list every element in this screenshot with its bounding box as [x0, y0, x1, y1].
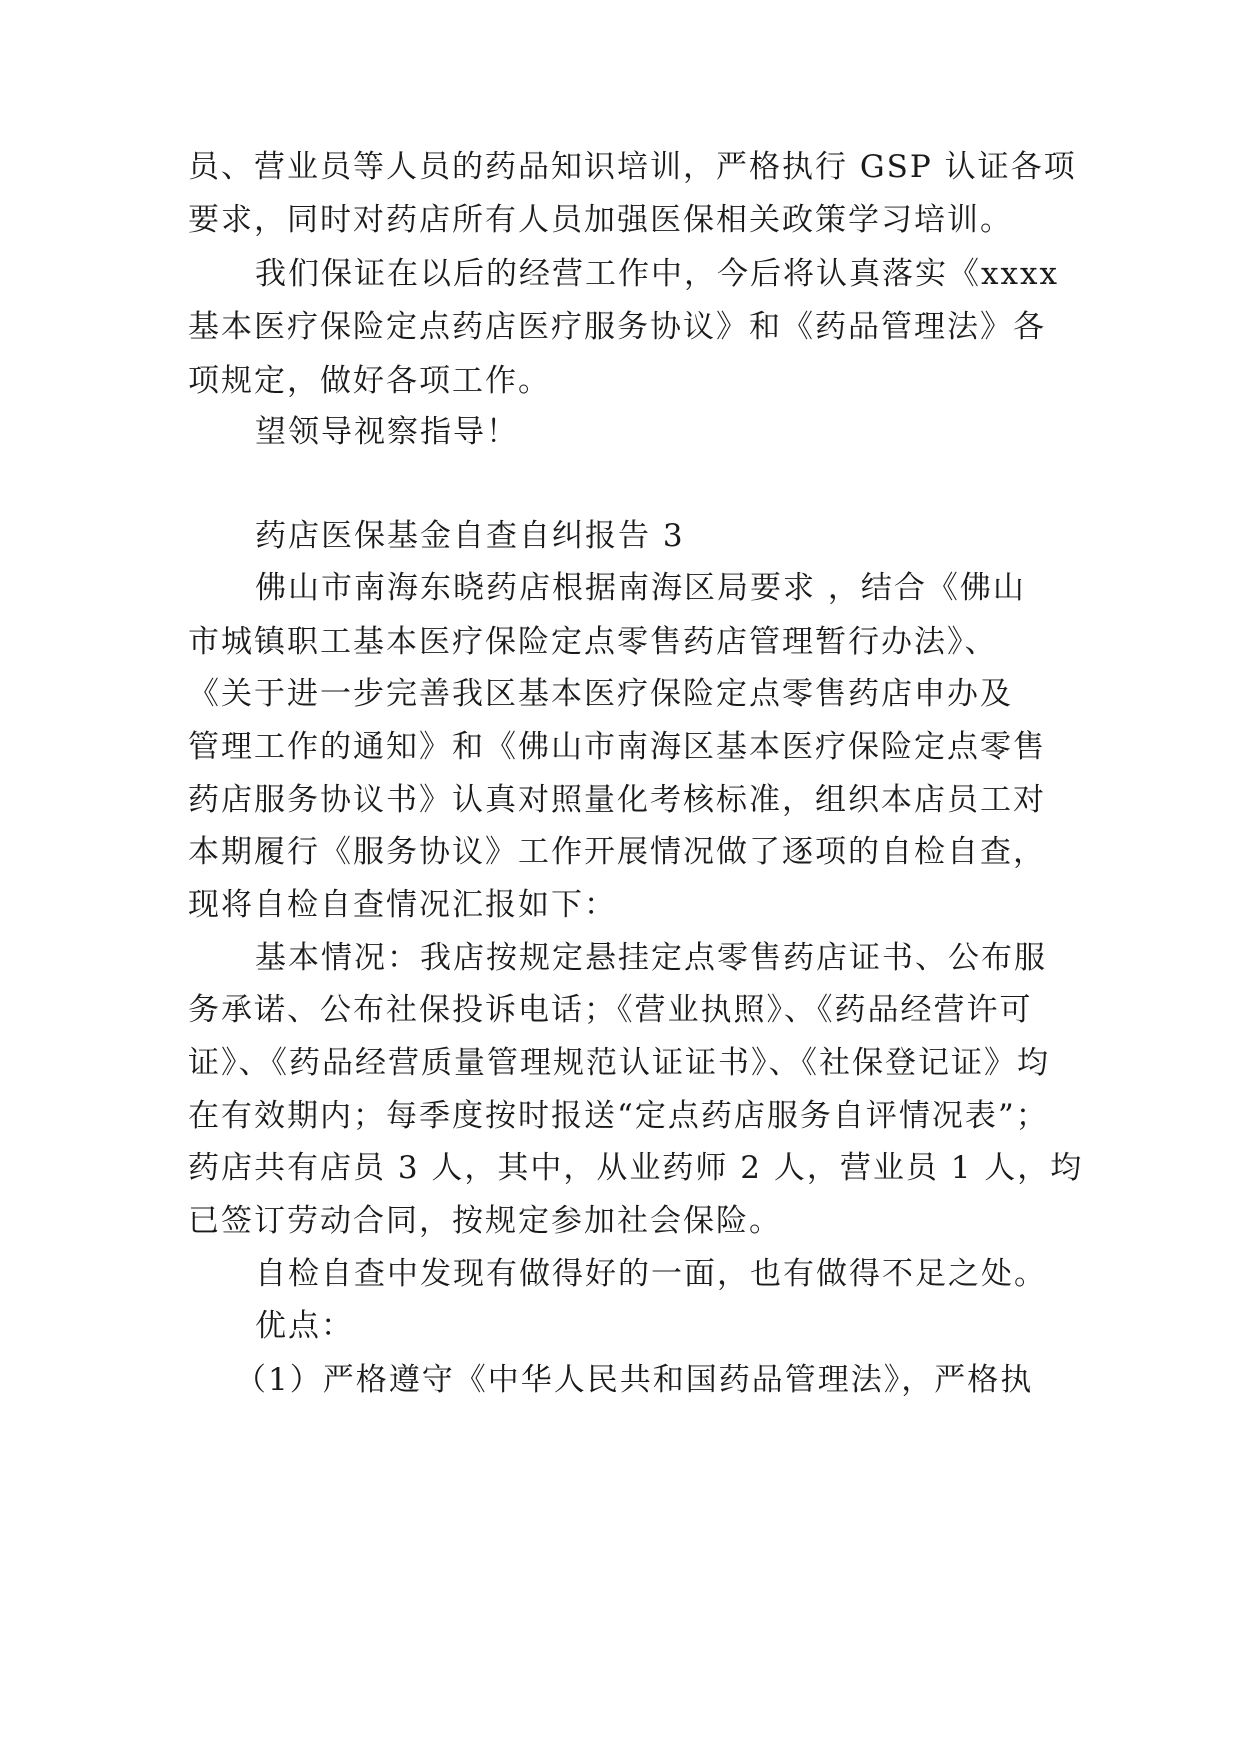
body-text-line: 已签订劳动合同，按规定参加社会保险。: [188, 1203, 782, 1239]
section-title: 药店医保基金自查自纠报告 3: [255, 518, 685, 554]
body-text-line: 本期履行《服务协议》工作开展情况做了逐项的自检自查，: [188, 834, 1046, 870]
body-text-line: 药店共有店员 3 人，其中，从业药师 2 人，营业员 1 人，均: [188, 1150, 1084, 1186]
body-text-line: 药店服务协议书》认真对照量化考核标准，组织本店员工对: [188, 782, 1046, 818]
body-text-line: 项规定，做好各项工作。: [188, 363, 551, 399]
body-text-line: 现将自检自查情况汇报如下：: [188, 887, 617, 923]
closing-line: 望领导视察指导！: [255, 414, 519, 450]
body-text-line: 市城镇职工基本医疗保险定点零售药店管理暂行办法》、: [188, 624, 998, 660]
body-text-line: 管理工作的通知》和《佛山市南海区基本医疗保险定点零售: [188, 729, 1046, 765]
body-text-line: 我们保证在以后的经营工作中，今后将认真落实《xxxx: [255, 256, 1059, 292]
list-item-line: （1）严格遵守《中华人民共和国药品管理法》，严格执: [235, 1362, 1034, 1398]
body-text-line: 自检自查中发现有做得好的一面，也有做得不足之处。: [255, 1256, 1047, 1292]
body-text-line: 《关于进一步完善我区基本医疗保险定点零售药店申办及: [188, 676, 1013, 712]
body-text-line: 基本情况：我店按规定悬挂定点零售药店证书、公布服: [255, 940, 1047, 976]
body-text-line: 基本医疗保险定点药店医疗服务协议》和《药品管理法》各: [188, 309, 1046, 345]
subheading-line: 优点：: [255, 1308, 354, 1344]
body-text-line: 佛山市南海东晓药店根据南海区局要求 ，结合《佛山: [255, 570, 1026, 606]
body-text-line: 证》、《药品经营质量管理规范认证证书》、《社保登记证》均: [188, 1045, 1050, 1081]
body-text-line: 务承诺、公布社保投诉电话；《营业执照》、《药品经营许可: [188, 992, 1033, 1028]
body-text-line: 要求，同时对药店所有人员加强医保相关政策学习培训。: [188, 202, 1013, 238]
body-text-line: 在有效期内；每季度按时报送“定点药店服务自评情况表”；: [188, 1098, 1049, 1134]
body-text-line: 员、营业员等人员的药品知识培训，严格执行 GSP 认证各项: [188, 149, 1077, 185]
